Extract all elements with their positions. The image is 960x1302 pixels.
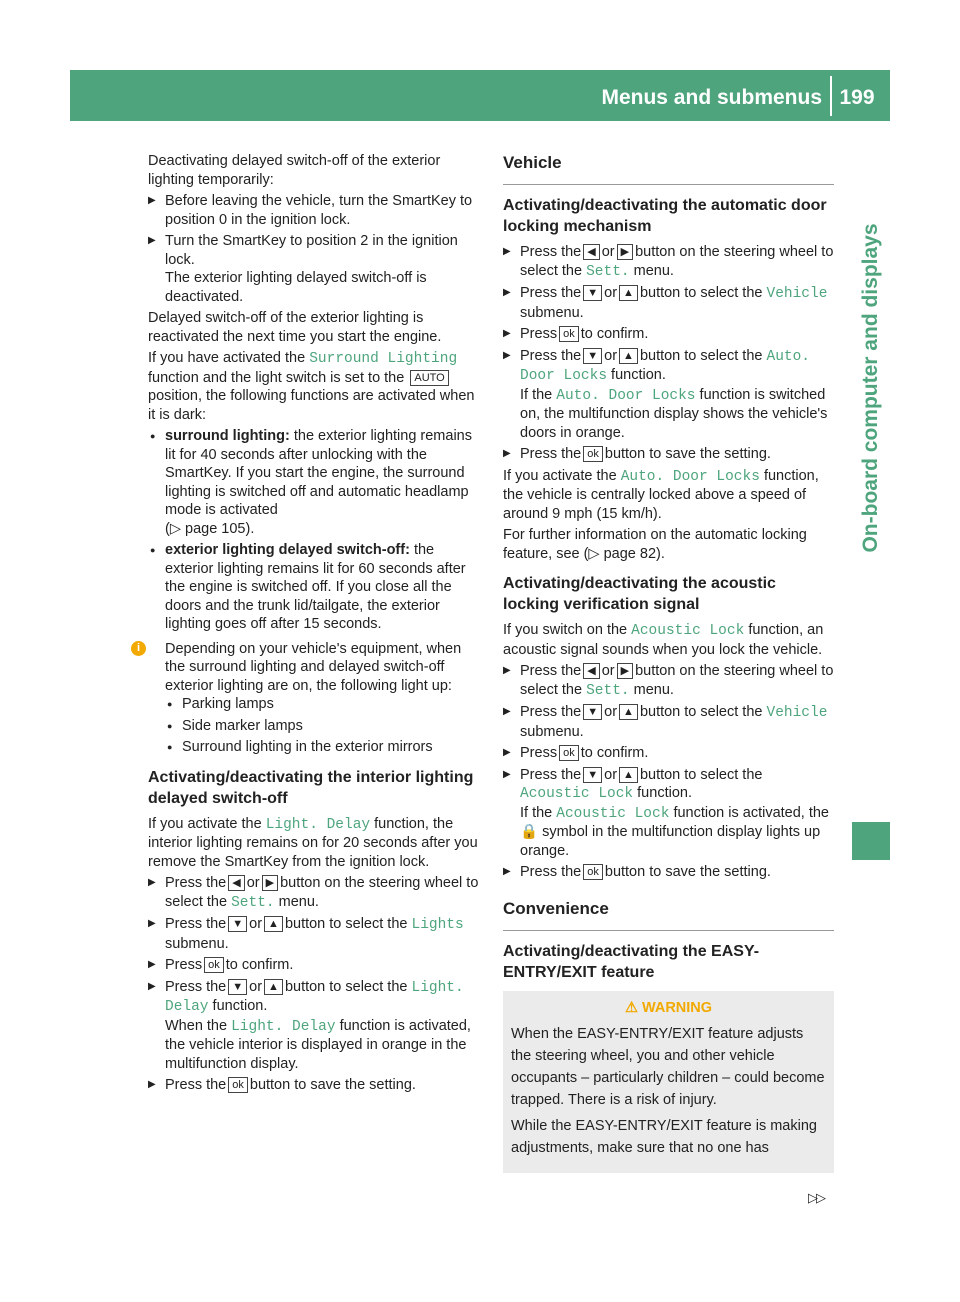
warning-text: While the EASY-ENTRY/EXIT feature is making adjustments, make sure that no one has: [511, 1118, 817, 1156]
paragraph: For further information on the automatic locking feature, see (▷ page 82).: [503, 527, 807, 562]
section-heading: Activating/deactivating the EASY-ENTRY/EXIT feature: [503, 942, 760, 981]
bullet-item: ● exterior lighting delayed switch-off: the exterior lighting remains lit for 60 seconds after the engine is switched off. If you close all the doors and the trunk lid/tailgate, the exterior lighting goes off after 15 seconds.: [148, 541, 481, 634]
function-name: Surround Lighting: [309, 351, 458, 367]
right-arrow-key-icon: ▶: [617, 244, 633, 260]
warning-box: [503, 991, 834, 1174]
page-number: 199: [839, 86, 875, 109]
up-arrow-key-icon: ▲: [264, 916, 283, 932]
ok-key-icon: ok: [583, 446, 603, 462]
down-arrow-key-icon: ▼: [583, 348, 602, 364]
paragraph: If you switch on the Acoustic Lock function, an acoustic signal sounds when you lock the vehicle.: [503, 622, 824, 658]
step: ▶ Press the ok button to save the setting.: [148, 1076, 481, 1095]
info-list-item: ● Side marker lamps: [165, 717, 481, 736]
warning-icon: ⚠: [624, 999, 638, 1016]
warning-heading: ⚠ WARNING: [624, 999, 713, 1016]
right-arrow-key-icon: ▶: [262, 875, 278, 891]
right-arrow-key-icon: ▶: [617, 663, 633, 679]
warning-text: When the EASY-ENTRY/EXIT feature adjusts the steering wheel, you and other vehicle occupants – particularly children – could become trapped. There is a risk of injury.: [511, 1026, 825, 1108]
step: ▶ Press the ▼ or ▲ button to select the Acoustic Lock function. If the Acoustic Lock function is activated, the 🔒 symbol in the multifunction display lights up orange.: [503, 766, 834, 861]
section-heading: Activating/deactivating the acoustic locking verification signal: [503, 575, 776, 613]
info-note: i Depending on your vehicle's equipment, when the surround lighting and delayed switch-off exterior lighting are on, the following light up: ● Parking lamps ● Side marker lamps ● Surround lighting in the exterior mirrors: [148, 640, 481, 757]
section-title: Convenience: [503, 898, 834, 931]
step: ▶ Press the ▼ or ▲ button to select the Lights submenu.: [148, 915, 481, 953]
ok-key-icon: ok: [228, 1077, 248, 1093]
down-arrow-key-icon: ▼: [583, 704, 602, 720]
step: ▶ Press the ▼ or ▲ button to select the Vehicle submenu.: [503, 703, 834, 741]
step: ▶ Press the ◀ or ▶ button on the steering wheel to select the Sett. menu.: [503, 243, 834, 281]
page-section-title: Menus and submenus: [601, 86, 822, 109]
down-arrow-key-icon: ▼: [583, 285, 602, 301]
step: ▶ Press ok to confirm.: [503, 744, 834, 763]
ok-key-icon: ok: [559, 326, 579, 342]
right-column: [503, 152, 834, 1173]
step: ▶ Before leaving the vehicle, turn the SmartKey to position 0 in the ignition lock.: [148, 192, 481, 229]
step: ▶ Press the ◀ or ▶ button on the steering wheel to select the Sett. menu.: [503, 662, 834, 700]
down-arrow-key-icon: ▼: [583, 767, 602, 783]
down-arrow-key-icon: ▼: [228, 979, 247, 995]
left-arrow-key-icon: ◀: [583, 663, 599, 679]
section-heading: Activating/deactivating the interior lighting delayed switch-off: [148, 768, 474, 807]
step: ▶ Press the ◀ or ▶ button on the steering wheel to select the Sett. menu.: [148, 874, 481, 912]
step: ▶ Press the ▼ or ▲ button to select the Vehicle submenu.: [503, 284, 834, 322]
step: ▶ Turn the SmartKey to position 2 in the ignition lock. The exterior lighting delayed switch-off is deactivated.: [148, 232, 481, 306]
left-arrow-key-icon: ◀: [583, 244, 599, 260]
auto-key-icon: AUTO: [410, 370, 448, 386]
down-arrow-key-icon: ▼: [228, 916, 247, 932]
ok-key-icon: ok: [204, 957, 224, 973]
left-arrow-key-icon: ◀: [228, 875, 244, 891]
up-arrow-key-icon: ▲: [619, 285, 638, 301]
info-list-item: ● Parking lamps: [165, 695, 481, 714]
step: ▶ Press the ▼ or ▲ button to select the Auto. Door Locks function. If the Auto. Door Locks function is switched on, the multifunction display shows the vehicle's doors in orange.: [503, 347, 834, 443]
paragraph: Deactivating delayed switch-off of the exterior lighting temporarily:: [148, 153, 441, 188]
left-column: [136, 152, 481, 1098]
info-icon: i: [131, 641, 146, 656]
paragraph: If you activate the Auto. Door Locks function, the vehicle is centrally locked above a speed of around 9 mph (15 km/h).: [503, 467, 819, 522]
up-arrow-key-icon: ▲: [619, 348, 638, 364]
ok-key-icon: ok: [583, 864, 603, 880]
step: ▶ Press the ok button to save the setting.: [503, 445, 834, 464]
bullet-item: ● surround lighting: the exterior lighting remains lit for 40 seconds after unlocking with the SmartKey. If you start the engine, the surround lighting is switched off and automatic headlamp mode is activated (▷ page 105).: [148, 427, 481, 538]
paragraph: If you activate the Light. Delay function, the interior lighting remains on for 20 seconds after you remove the SmartKey from the ignition lock.: [148, 815, 478, 870]
step: ▶ Press ok to confirm.: [148, 956, 481, 975]
up-arrow-key-icon: ▲: [619, 767, 638, 783]
section-title: Vehicle: [503, 152, 834, 185]
paragraph: If you have activated the Surround Lighting function and the light switch is set to the AUTO position, the following functions are activated when it is dark:: [148, 350, 475, 423]
info-list-item: ● Surround lighting in the exterior mirrors: [165, 738, 481, 757]
continued-icon: ▷▷: [808, 1190, 824, 1205]
step: ▶ Press the ▼ or ▲ button to select the Light. Delay function. When the Light. Delay function is activated, the vehicle interior is displayed in orange in the multifunction display.: [148, 978, 481, 1074]
step: ▶ Press the ok button to save the setting.: [503, 863, 834, 882]
section-heading: Activating/deactivating the automatic door locking mechanism: [503, 197, 827, 235]
header-divider: [830, 76, 832, 116]
up-arrow-key-icon: ▲: [619, 704, 638, 720]
up-arrow-key-icon: ▲: [264, 979, 283, 995]
paragraph: Delayed switch-off of the exterior lighting is reactivated the next time you start the engine.: [148, 310, 442, 345]
chapter-tab-label: On-board computer and displays: [859, 223, 882, 553]
ok-key-icon: ok: [559, 745, 579, 761]
lock-icon: 🔒: [520, 824, 539, 840]
chapter-tab-marker: [852, 822, 890, 860]
step: ▶ Press ok to confirm.: [503, 325, 834, 344]
